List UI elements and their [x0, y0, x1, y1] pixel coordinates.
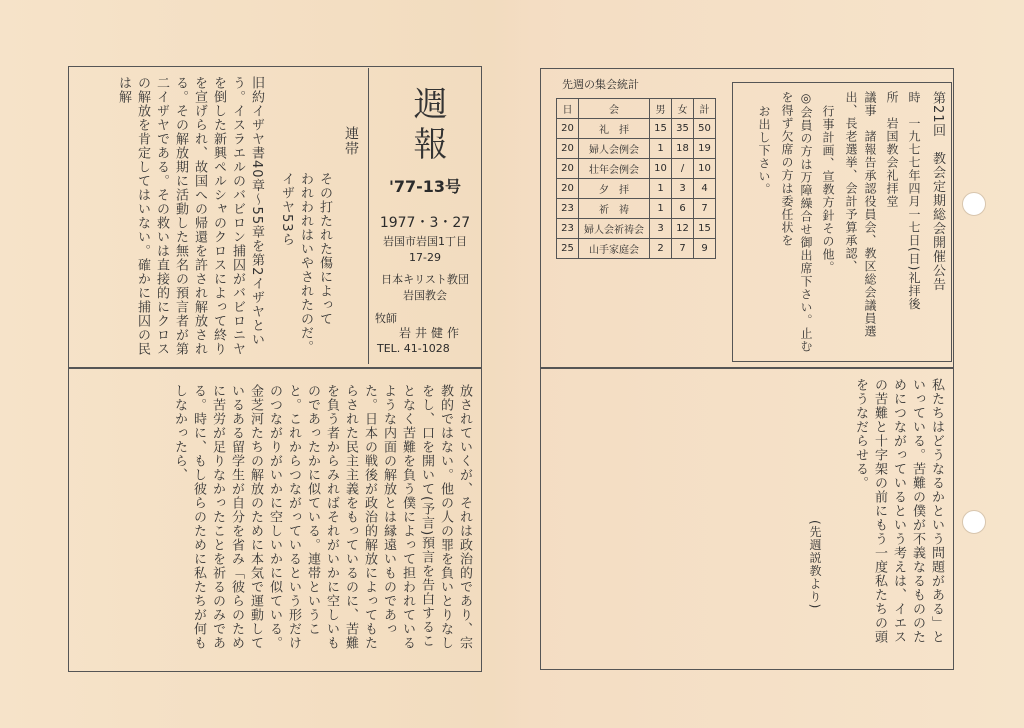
table-row [557, 179, 716, 199]
cell-male: 3 [650, 219, 672, 239]
cell-female: 12 [672, 219, 694, 239]
cell-day: 20 [557, 119, 579, 139]
cell-meeting: 夕 拝 [579, 179, 650, 199]
cell-meeting: 婦人会祈祷会 [579, 219, 650, 239]
cell-meeting: 婦人会例会 [579, 139, 650, 159]
cell-day: 20 [557, 159, 579, 179]
notice-line-time: 時 一九七七年四月一七日(日)礼拝後 [907, 91, 921, 311]
cell-day: 20 [557, 139, 579, 159]
rentai-heading: 連帯 [343, 126, 359, 156]
issue-date: 1977・3・27 [379, 215, 471, 231]
stats-header-female: 女 [672, 99, 694, 119]
rentai-quote: その打たれた傷によって われわれはいやされたのだ。 イザヤ53ら [279, 172, 332, 354]
meeting-notice-box [732, 82, 952, 362]
stats-header-day: 日 [557, 99, 579, 119]
rentai-continued: 放されていくが、それは政治的であり、宗教的ではない。他の人の罪を負いとりなしをし、口を開いて(予言)預言を告白することなく苦難を負う僕によって担われているような内面の解放とは縁遠いものであった。日本の戦後が政治的解放によってもたらされた民主主義をもっているのに、苦難を負う者からみればそれがいかに空しいものであったかに似ている。連帯ということ。これからつながっているという形だけのつながりがいかに空しいかに似ている。金芝河たちの解放のために本気で運動しているある留学生が自分を省み「彼らのために苦労が足りなかったことを祈るのみである。時に、もし彼らのために私たちが何もしなかったら、 [172, 384, 472, 650]
stats-header-meeting: 会 [579, 99, 650, 119]
pastor-label: 牧師 [375, 312, 397, 325]
cell-female: 35 [672, 119, 694, 139]
cell-total: 19 [694, 139, 716, 159]
cell-meeting: 礼 拝 [579, 119, 650, 139]
cell-male: 1 [650, 139, 672, 159]
cell-day: 23 [557, 199, 579, 219]
cell-female: 3 [672, 179, 694, 199]
cell-total: 4 [694, 179, 716, 199]
masthead [368, 68, 479, 364]
binder-hole-bottom [962, 510, 986, 534]
church-address: 岩国市岩国1丁目 17-29 [383, 235, 467, 264]
binder-hole-top [962, 192, 986, 216]
cell-day: 23 [557, 219, 579, 239]
cell-male: 15 [650, 119, 672, 139]
rentai-body: 旧約イザヤ書40章〜55章を第2イザヤという。イスラエルのバビロン捕囚がバビロニヤを倒した新興ペルシャのクロスによって終りを宣げられ、故国への帰還を許され解放される。その解放期に活動した無名の預言者が第二イザヤである。その救いは直接的にクロスの解放を肯定してはいない。確かに捕囚の民は解 [116, 76, 264, 356]
cell-total: 10 [694, 159, 716, 179]
cell-day: 20 [557, 179, 579, 199]
cell-meeting: 壮年会例会 [579, 159, 650, 179]
table-row [557, 239, 716, 259]
cell-male: 1 [650, 179, 672, 199]
table-row [557, 159, 716, 179]
stats-table [556, 98, 716, 259]
cell-total: 7 [694, 199, 716, 219]
stats-title: 先週の集会統計 [562, 78, 639, 91]
church-name: 日本キリスト教団 岩国教会 [381, 273, 469, 302]
cell-day: 25 [557, 239, 579, 259]
cell-total: 15 [694, 219, 716, 239]
cell-meeting: 山手家庭会 [579, 239, 650, 259]
cell-male: 10 [650, 159, 672, 179]
cell-male: 2 [650, 239, 672, 259]
notice-line-agenda-2: 行事計画、宣教方針その他。 [821, 105, 835, 274]
stats-header-male: 男 [650, 99, 672, 119]
notice-line-agenda: 議事 諸報告承認役員会、教区総会議員選出、長老選挙、会計予算承認、 [844, 91, 877, 338]
table-row [557, 139, 716, 159]
notice-line-attend: ◎会員の方は万障繰合せ御出席下さい。止むを得ず欠席の方は委任状を [780, 91, 813, 353]
issue-number: '77-13号 [388, 177, 462, 196]
pastor-name: 岩井健作 [399, 326, 464, 340]
cell-male: 1 [650, 199, 672, 219]
notice-line-place: 所 岩国教会礼拝堂 [885, 91, 899, 208]
sermon-signature: (先週説教より) [808, 520, 822, 610]
cell-female: 18 [672, 139, 694, 159]
table-row [557, 119, 716, 139]
cell-total: 9 [694, 239, 716, 259]
newsletter-title: 週報 [407, 86, 447, 166]
sermon-excerpt: 私たちはどうなるかという問題がある」といっている。苦難の僕が不義なるもののためにつながっているという考えは、イエスの苦難と十字架の前にもう一度私たちの頭をうなだらせる。 [853, 378, 944, 644]
church-tel: TEL. 41-1028 [377, 342, 450, 355]
cell-female: 7 [672, 239, 694, 259]
cell-total: 50 [694, 119, 716, 139]
table-row [557, 219, 716, 239]
notice-heading: 第21回 教会定期総会開催公告 [930, 91, 945, 292]
stats-header-row [557, 99, 716, 119]
cell-meeting: 祈 祷 [579, 199, 650, 219]
notice-line-proxy: お出し下さい。 [757, 105, 771, 196]
table-row [557, 199, 716, 219]
stats-header-total: 計 [694, 99, 716, 119]
cell-female: 6 [672, 199, 694, 219]
cell-female: / [672, 159, 694, 179]
